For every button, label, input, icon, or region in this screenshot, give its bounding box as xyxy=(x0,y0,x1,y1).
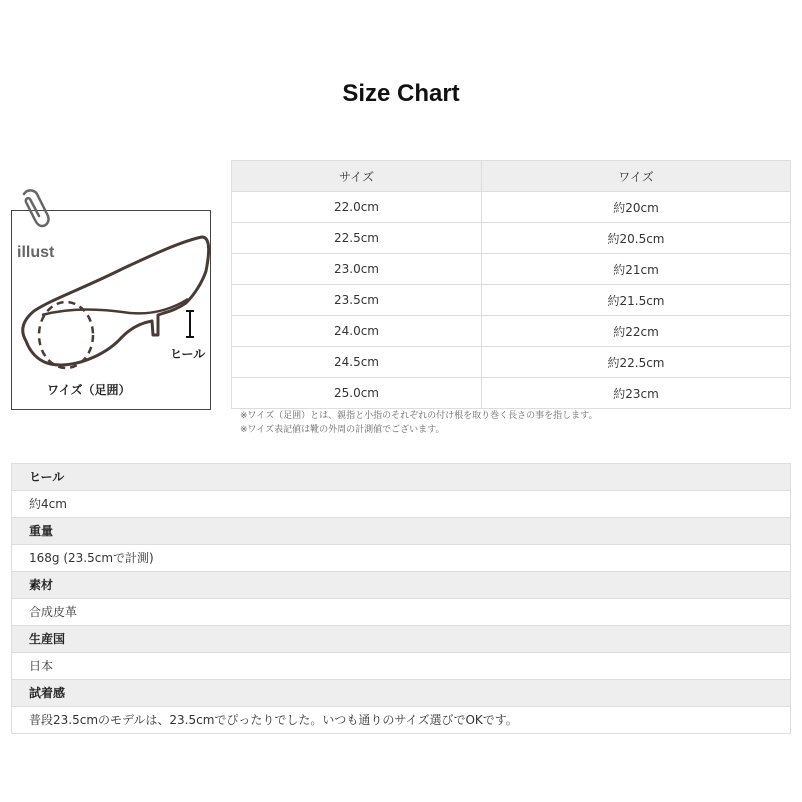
width-label: ワイズ（足囲） xyxy=(47,383,131,397)
spec-value-origin: 日本 xyxy=(12,652,790,679)
table-row xyxy=(232,378,791,409)
spec-label-heel: ヒール xyxy=(12,464,790,490)
spec-label-weight: 重量 xyxy=(12,517,790,544)
illust-label: illust xyxy=(17,244,55,261)
table-row xyxy=(232,347,791,378)
size-cell: 23.5cm xyxy=(232,285,482,316)
spec-value-material: 合成皮革 xyxy=(12,598,790,625)
spec-value-fit: 普段23.5cmのモデルは、23.5cmでぴったりでした。いつも通りのサイズ選びでOKです。 xyxy=(12,706,790,733)
table-row xyxy=(232,192,791,223)
table-row xyxy=(232,254,791,285)
width-cell: 約21.5cm xyxy=(482,285,791,316)
width-cell: 約21cm xyxy=(482,254,791,285)
size-cell: 25.0cm xyxy=(232,378,482,409)
size-cell: 22.5cm xyxy=(232,223,482,254)
shoe-illustration xyxy=(11,210,211,410)
table-header-row xyxy=(232,161,791,192)
spec-label-fit: 試着感 xyxy=(12,679,790,706)
paperclip-icon xyxy=(12,186,60,234)
width-cell: 約20cm xyxy=(482,192,791,223)
column-header-size: サイズ xyxy=(232,161,482,192)
spec-value-heel: 約4cm xyxy=(12,490,790,517)
table-row xyxy=(232,285,791,316)
table-row xyxy=(232,223,791,254)
width-cell: 約23cm xyxy=(482,378,791,409)
spec-table xyxy=(11,463,791,734)
size-notes xyxy=(240,409,597,437)
size-cell: 24.5cm xyxy=(232,347,482,378)
width-cell: 約20.5cm xyxy=(482,223,791,254)
size-table xyxy=(231,160,791,409)
size-cell: 24.0cm xyxy=(232,316,482,347)
pump-shoe-icon xyxy=(12,211,210,409)
note-line: ※ワイズ（足囲）とは、親指と小指のそれぞれの付け根を取り巻く長さの事を指します。 xyxy=(240,411,598,421)
width-cell: 約22.5cm xyxy=(482,347,791,378)
size-cell: 23.0cm xyxy=(232,254,482,285)
column-header-width: ワイズ xyxy=(482,161,791,192)
spec-label-material: 素材 xyxy=(12,571,790,598)
size-cell: 22.0cm xyxy=(232,192,482,223)
table-row xyxy=(232,316,791,347)
spec-label-origin: 生産国 xyxy=(12,625,790,652)
spec-value-weight: 168g (23.5cmで計測) xyxy=(12,544,790,571)
width-cell: 約22cm xyxy=(482,316,791,347)
page-title: Size Chart xyxy=(342,80,460,107)
heel-label: ヒール xyxy=(170,347,206,361)
note-line: ※ワイズ表記値は靴の外周の計測値でございます。 xyxy=(240,425,445,435)
